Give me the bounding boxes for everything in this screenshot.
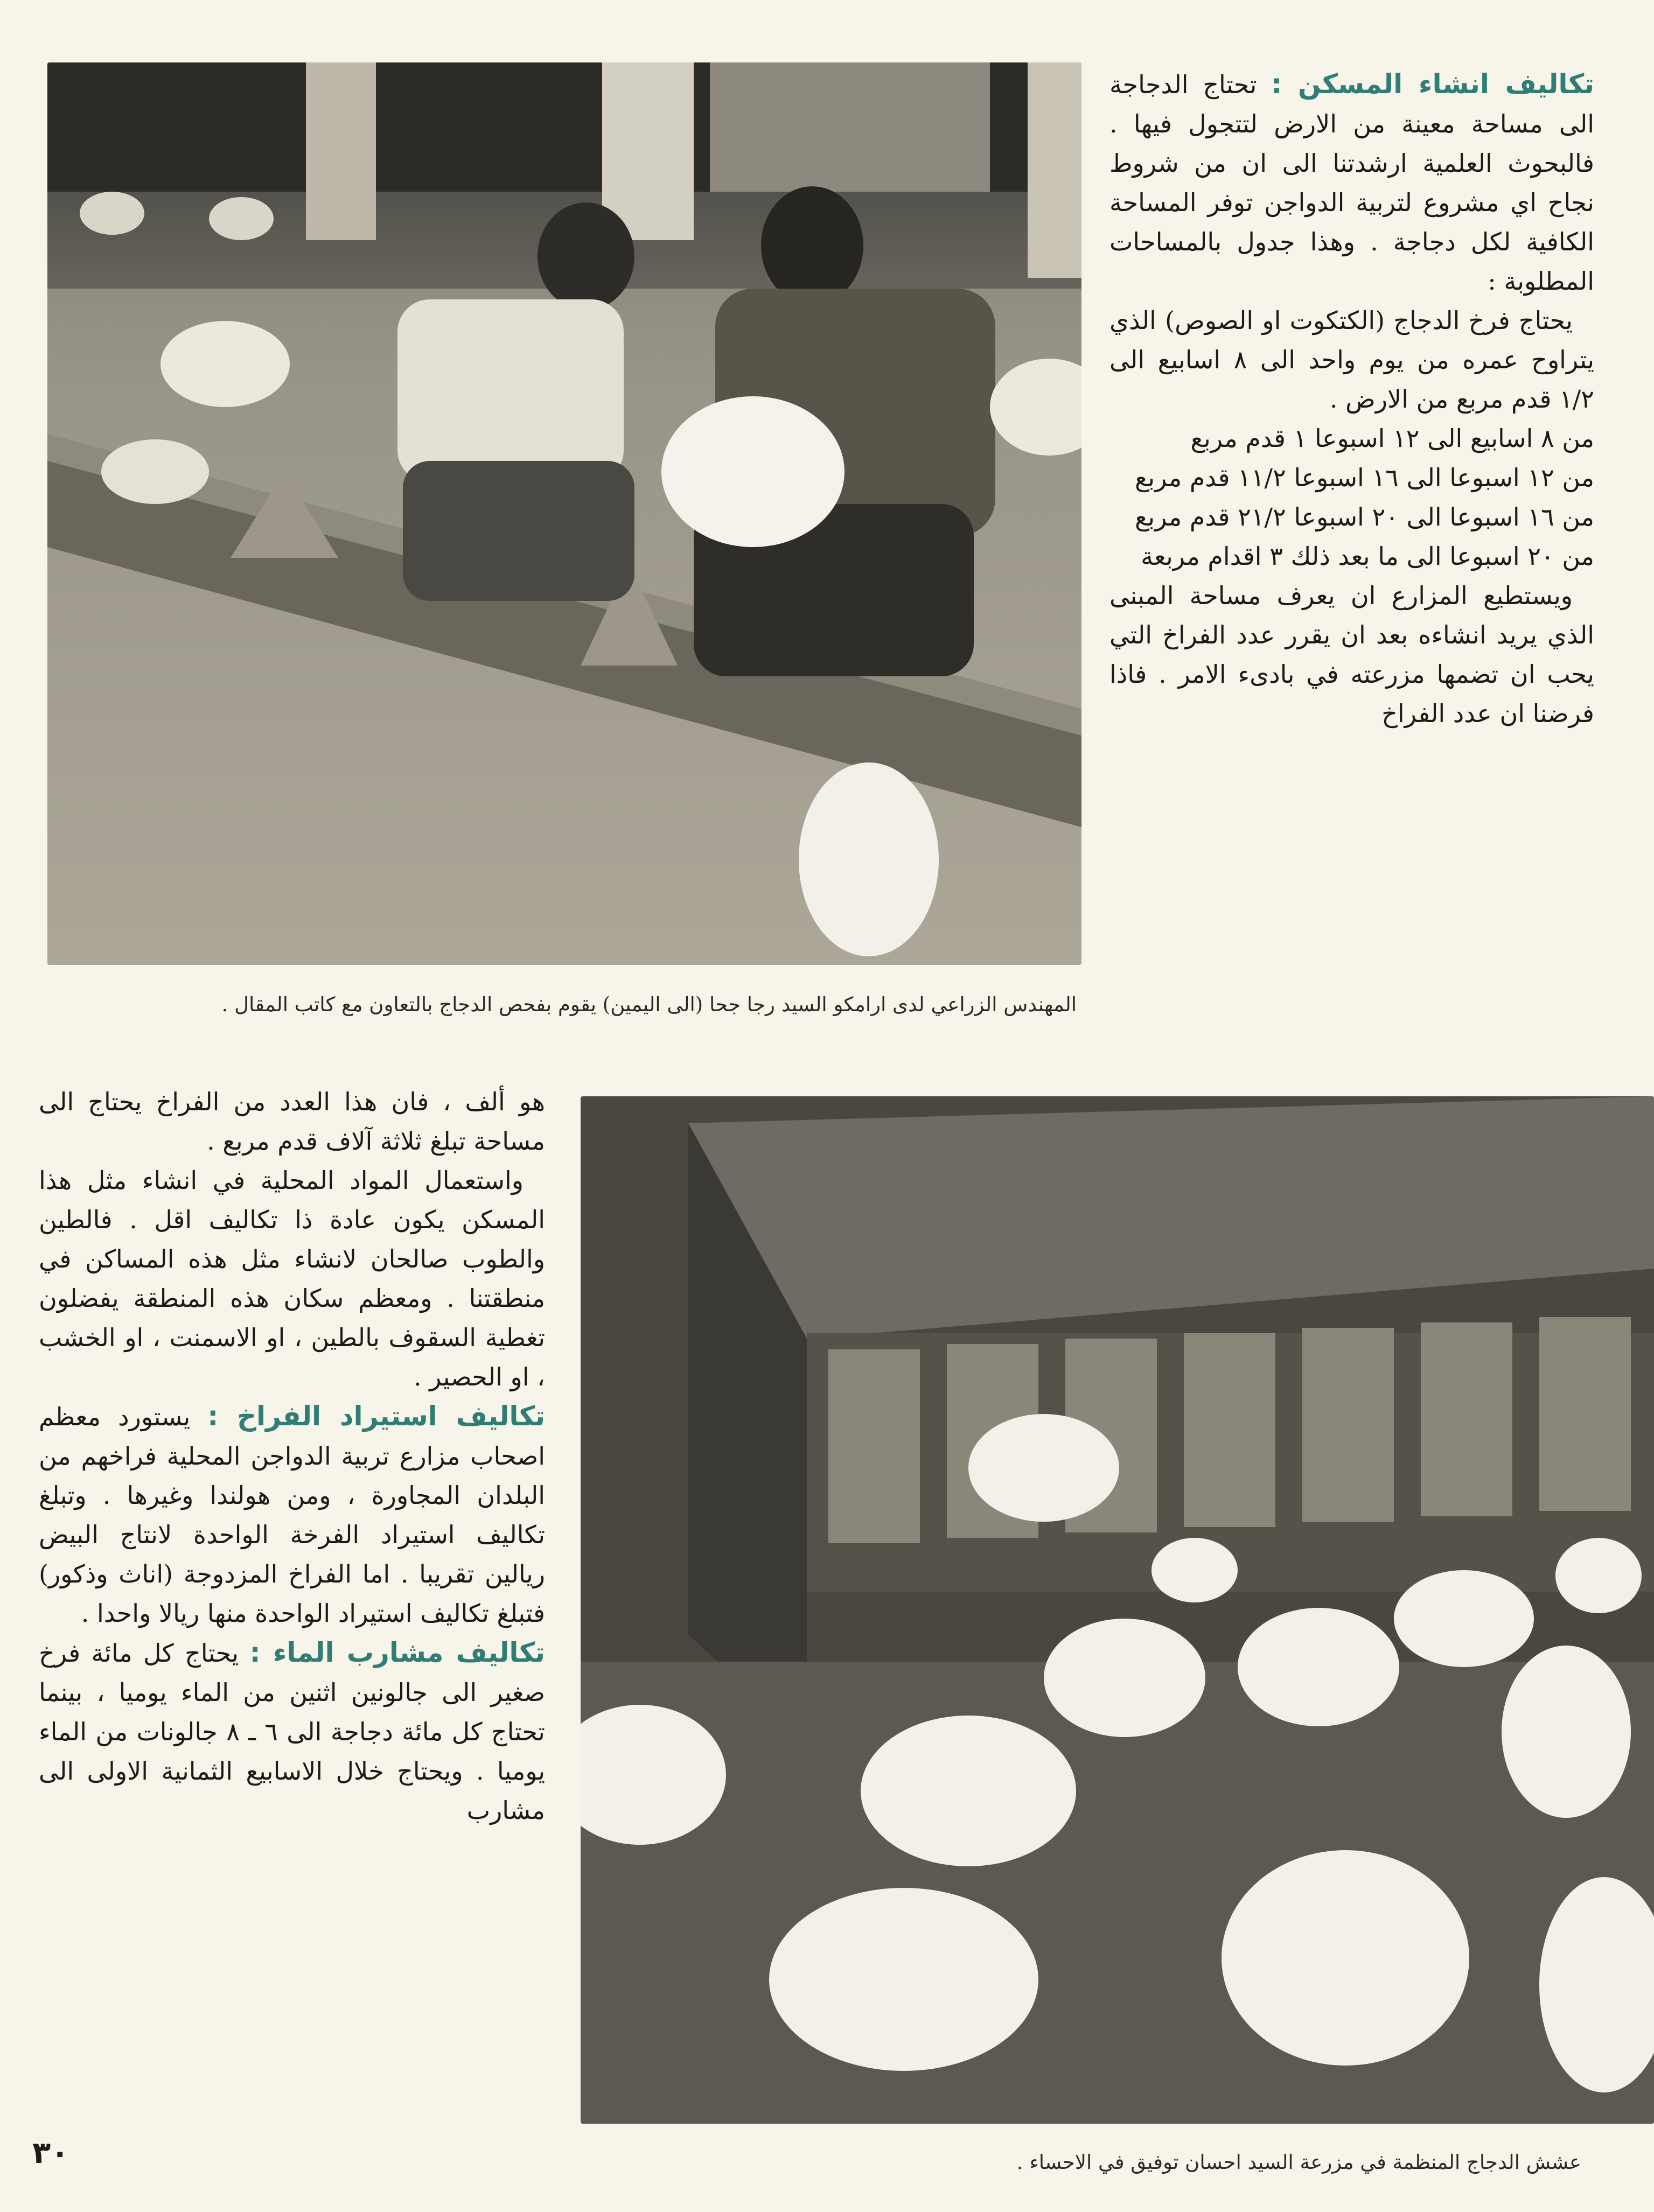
space-row: من ٢٠ اسبوعا الى ما بعد ذلك ٣ اقدام مربعة [1141, 542, 1594, 571]
paragraph-local-materials: واستعمال المواد المحلية في انشاء مثل هذا المسكن يكون عادة ذا تكاليف اقل . فالطين والطوب صالحان لانشاء مثل هذه المساكن في منطقتنا . ومعظم سكان هذه المنطقة يفضلون تغطية السقوف بالطين ، او الاسمنت ، او الخشب ، او الحصير . [39, 1166, 545, 1391]
page-number: ٣٠ [32, 2136, 69, 2171]
photo-hens-nesting-boxes [581, 1096, 1654, 2124]
paragraph-area-total: هو ألف ، فان هذا العدد من الفراخ يحتاج الى مساحة تبلغ ثلاثة آلاف قدم مربع . [39, 1087, 545, 1156]
photo-2-illustration [581, 1096, 1654, 2124]
space-requirements-table [1109, 419, 1594, 576]
photo-2-caption: عشش الدجاج المنظمة في مزرعة السيد احسان توفيق في الاحساء . [1016, 2151, 1581, 2174]
article-column-left [39, 1082, 545, 1830]
photo-1-caption: المهندس الزراعي لدى ارامكو السيد رجا جحا (الى اليمين) يقوم بفحص الدجاج بالتعاون مع كاتب المقال . [221, 993, 1077, 1016]
paragraph-building-area: ويستطيع المزارع ان يعرف مساحة المبنى الذي يريد انشاءه بعد ان يقرر عدد الفراخ التي يحب ان تضمها مزرعته في بادىء الامر . فاذا فرضنا ان عدد الفراخ [1109, 581, 1594, 728]
space-row: من ١٢ اسبوعا الى ١٦ اسبوعا ١١/٢ قدم مربع [1134, 463, 1594, 492]
paragraph-housing-costs-text: تحتاج الدجاجة الى مساحة معينة من الارض لتتجول فيها . فالبحوث العلمية ارشدتنا الى ان من شروط نجاح اي مشروع لتربية الدواجن توفر المساحة الكافية لكل دجاجة . وهذا جدول بالمساحات المطلوبة : [1109, 70, 1594, 296]
paragraph-chick-import [39, 1397, 545, 1633]
paragraph-housing-costs [1109, 65, 1594, 301]
photo-men-inspecting-chicken [47, 62, 1081, 965]
photo-1-illustration [47, 62, 1081, 965]
article-column-right [1109, 65, 1594, 733]
section-heading-housing-costs: تكاليف انشاء المسكن : [1271, 68, 1594, 100]
section-heading-water-troughs: تكاليف مشارب الماء : [249, 1637, 546, 1668]
space-row: من ١٦ اسبوعا الى ٢٠ اسبوعا ٢١/٢ قدم مربع [1134, 502, 1594, 531]
paragraph-water-troughs-text: يحتاج كل مائة فرخ صغير الى جالونين اثنين من الماء يوميا ، بينما تحتاج كل مائة دجاجة الى ٦ ـ ٨ جالونات من الماء يوميا . ويحتاج خلال الاسابيع الثمانية الاولى الى مشارب [39, 1639, 545, 1825]
space-row: من ٨ اسابيع الى ١٢ اسبوعا ١ قدم مربع [1190, 424, 1594, 453]
paragraph-chick-import-text: يستورد معظم اصحاب مزارع تربية الدواجن المحلية فراخهم من البلدان المجاورة ، ومن هولندا وغيرها . وتبلغ تكاليف استيراد الفرخة الواحدة لانتاج البيض ريالين تقريبا . اما الفراخ المزدوجة (اناث وذكور) فتبلغ تكاليف استيراد الواحدة منها ريالا واحدا . [39, 1402, 545, 1628]
paragraph-chick-space: يحتاج فرخ الدجاج (الكتكوت او الصوص) الذي يتراوح عمره من يوم واحد الى ٨ اسابيع الى ١/٢ قدم مربع من الارض . [1109, 306, 1595, 414]
paragraph-water-troughs [39, 1633, 545, 1830]
section-heading-chick-import: تكاليف استيراد الفراخ : [207, 1401, 546, 1432]
